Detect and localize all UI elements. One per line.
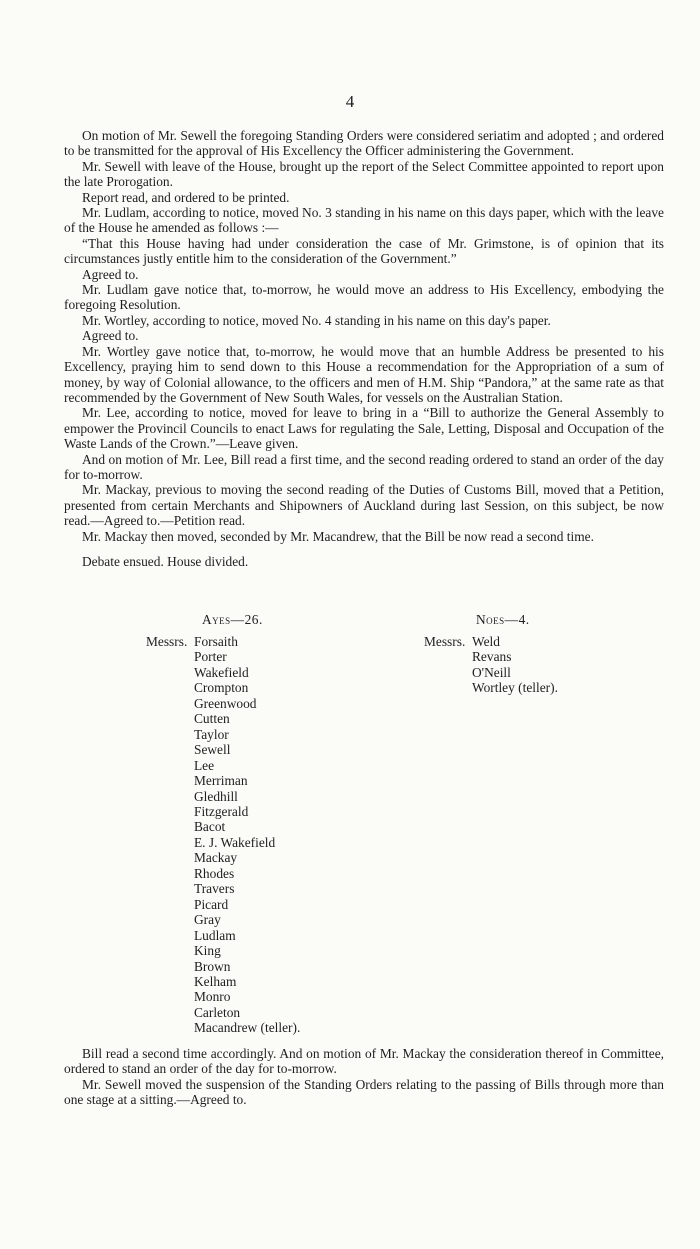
paragraph: Mr. Mackay, previous to moving the second reading of the Duties of Customs Bill, moved that a Petition, presented from certain Merchants and Shipowners of Auckland during last Session, on this subject, be now read.—Agreed to.—Petition read. [64,482,664,529]
journal-entries [64,128,664,569]
closing-entries [64,1046,664,1108]
noe-name: Weld [472,634,500,649]
ayes-heading: Ayes—26. [202,612,263,627]
noe-name: O'Neill [472,664,511,680]
aye-name: Brown [194,958,231,974]
noes-column [424,612,644,696]
aye-name: Merriman [194,773,248,789]
aye-name: Gray [194,912,221,928]
paragraph: Bill read a second time accordingly. And on motion of Mr. Mackay the consideration thereof in Committee, ordered to stand an order of the day for to-morrow. [64,1046,664,1077]
aye-name: King [194,943,221,959]
paragraph: “That this House having had under consideration the case of Mr. Grimstone, is of opinion that its circumstances justly entitle him to the consideration of the Government.” [64,235,664,267]
aye-name: Greenwood [194,695,257,711]
aye-name: Bacot [194,819,226,835]
noes-heading: Noes—4. [476,612,530,627]
paragraph: Agreed to. [82,266,139,282]
paragraph: And on motion of Mr. Lee, Bill read a first time, and the second reading ordered to stand an order of the day for to-morrow. [64,451,664,482]
page-number: 4 [345,92,355,111]
ayes-column [146,612,406,1036]
paragraph: Mr. Lee, according to notice, moved for leave to bring in a “Bill to authorize the General Assembly to empower the Provincil Councils to enact Laws for regulating the Sale, Letting, Disposal and Occupation of the Waste Lands of the Crown.”—Leave given. [64,405,664,452]
paragraph: Mr. Sewell with leave of the House, brought up the report of the Select Committee appointed to report upon the late Prorogation. [64,158,664,190]
aye-name: Sewell [194,742,231,758]
aye-name: Cutten [194,711,230,727]
ayes-prefix: Messrs. [146,634,188,649]
aye-name: Travers [194,881,235,897]
debate-line: Debate ensued. House divided. [82,553,249,569]
aye-name: Mackay [194,850,238,866]
paragraph: On motion of Mr. Sewell the foregoing Standing Orders were considered seriatim and adopted ; and ordered to be transmitted for the approval of His Excellency the Officer administering the Government. [64,128,664,159]
aye-name: Lee [194,757,215,773]
paragraph: Mr. Mackay then moved, seconded by Mr. Macandrew, that the Bill be now read a second time. [82,528,594,544]
aye-name: Taylor [194,726,229,742]
aye-name: Forsaith [194,634,238,649]
paragraph: Agreed to. [82,328,139,344]
noe-name: Revans [472,649,512,665]
noes-prefix: Messrs. [424,634,466,649]
aye-name: Monro [194,989,231,1005]
aye-name: E. J. Wakefield [194,834,276,850]
aye-name: Wakefield [194,664,249,680]
aye-name: Rhodes [194,865,235,881]
aye-name: Carleton [194,1004,241,1020]
aye-name: Kelham [194,973,237,989]
aye-name: Picard [194,896,229,912]
aye-name: Macandrew (teller). [194,1020,301,1036]
paragraph: Mr. Wortley gave notice that, to-morrow, he would move that an humble Address be presented to his Excellency, praying him to send down to this House a recommendation for the Appropriation of a sum of money, by way of Colonial allowance, to the officers and men of H.M. Ship “Pandora,” at the same rate as that recommended by the Government of New South Wales, for vessels on the Australian Station. [64,343,664,405]
paragraph: Mr. Sewell moved the suspension of the Standing Orders relating to the passing of Bills through more than one stage at a sitting.—Agreed to. [64,1076,664,1108]
aye-name: Ludlam [194,927,236,943]
aye-name: Crompton [194,680,249,696]
noe-name: Wortley (teller). [472,680,558,696]
paragraph: Mr. Ludlam, according to notice, moved No. 3 standing in his name on this days paper, which with the leave of the House he amended as follows :— [64,205,664,236]
aye-name: Porter [194,649,227,665]
paragraph: Mr. Ludlam gave notice that, to-morrow, he would move an address to His Excellency, embodying the foregoing Resolution. [64,282,664,313]
paragraph: Mr. Wortley, according to notice, moved No. 4 standing in his name on this day's paper. [82,312,551,328]
aye-name: Fitzgerald [194,803,249,819]
paragraph: Report read, and ordered to be printed. [82,189,290,205]
aye-name: Gledhill [194,788,238,804]
